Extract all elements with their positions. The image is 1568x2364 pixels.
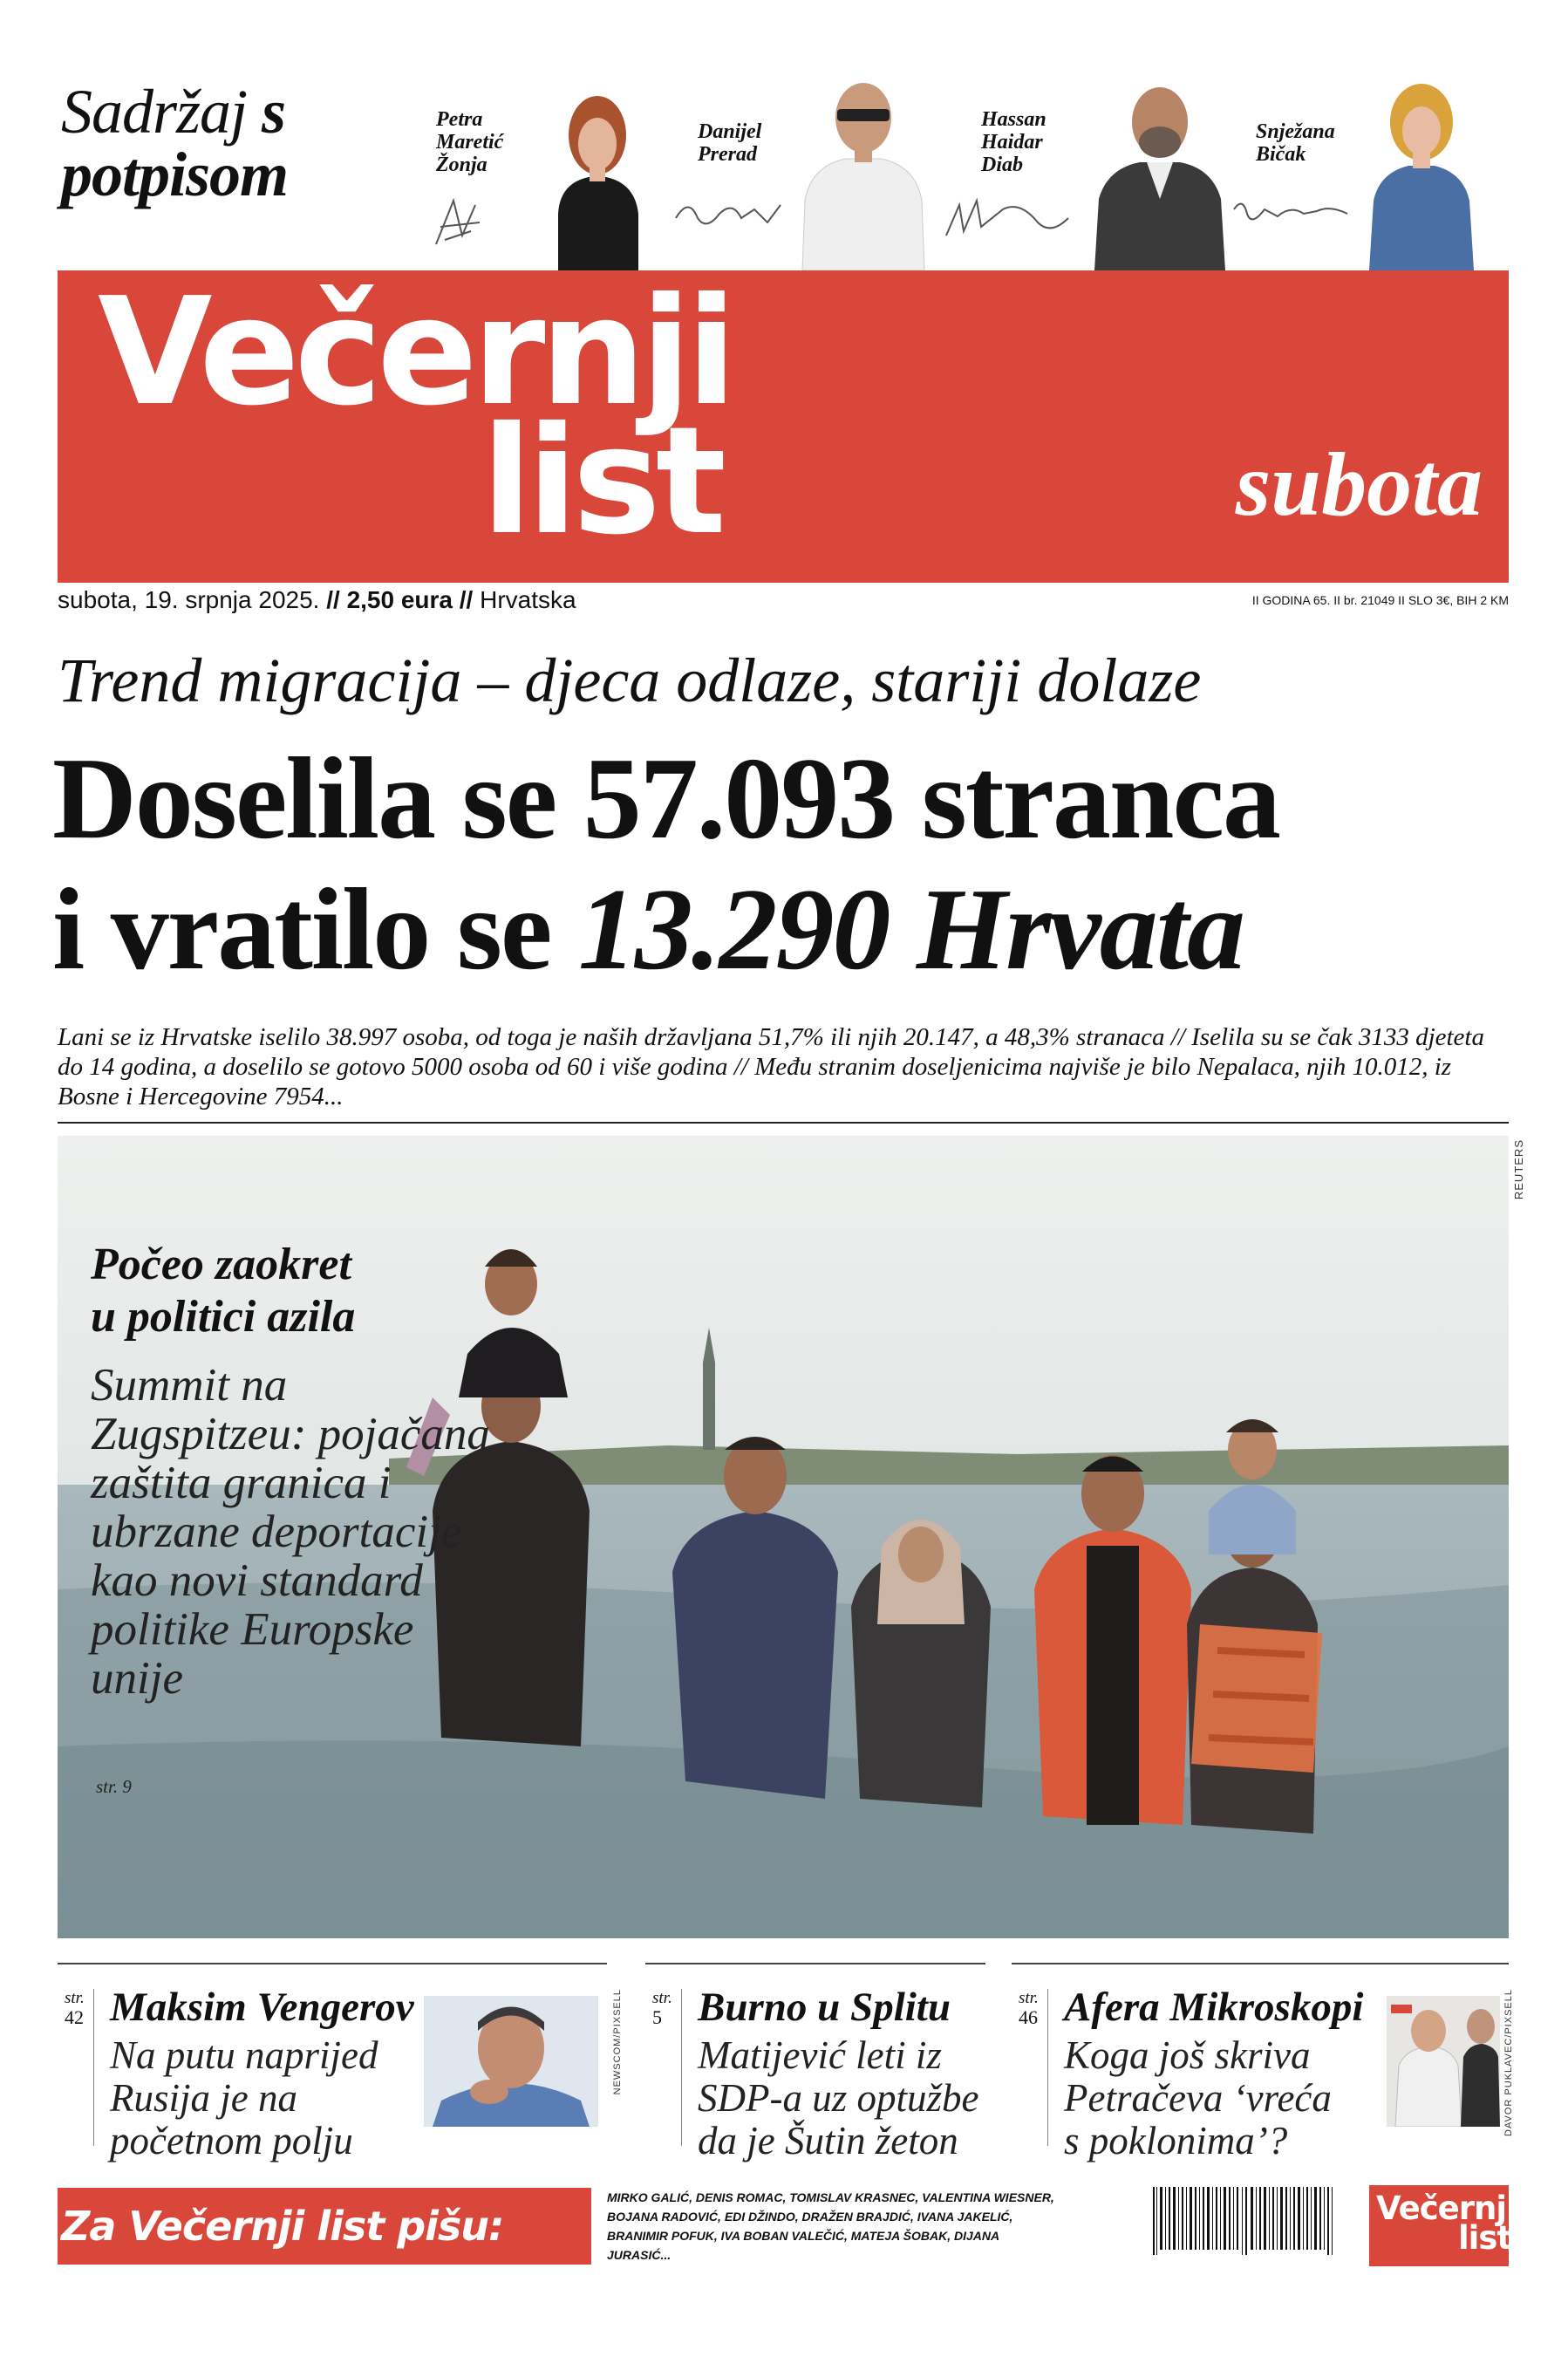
footer-logo-line2: list xyxy=(1458,2219,1512,2257)
teaser-title: Afera Mikroskopi xyxy=(1064,1985,1364,2030)
teaser-text xyxy=(698,2034,978,2162)
separator-2: // xyxy=(453,586,481,613)
main-lead: Lani se iz Hrvatske iselilo 38.997 osoba, od toga je naših državljana 51,7% ili njih 20.147, a 48,3% stranaca // Iselila su se čak 3133 djeteta do 14 godina, a doselilo se gotovo 5000 osoba od 60 i više godina // Među stranim doseljenicima najviše je bilo Nepalaca, njih 10.012, iz Bosne i Hercegovine 7954... xyxy=(58,1023,1484,1110)
dateline xyxy=(58,583,1509,618)
author-name-2[interactable] xyxy=(698,120,761,166)
photo-story-page[interactable]: str. 9 xyxy=(96,1776,132,1797)
teaser-page xyxy=(65,1989,94,2146)
footer-logo[interactable] xyxy=(1369,2185,1517,2266)
author-name-1[interactable] xyxy=(436,108,503,176)
teaser-3[interactable] xyxy=(1019,1980,1516,2162)
teaser-page-number: 42 xyxy=(65,2006,84,2028)
teaser-title: Maksim Vengerov xyxy=(110,1985,414,2030)
teaser-2[interactable] xyxy=(652,1980,1001,2162)
teaser-text-line: Petračeva ‘vreća xyxy=(1064,2076,1332,2120)
headline-line2-regular: i vratilo se xyxy=(52,864,578,994)
teaser-text-line: Koga još skriva xyxy=(1064,2033,1311,2077)
teaser-page-number: 5 xyxy=(652,2006,662,2028)
author-3-line3: Diab xyxy=(981,154,1023,176)
divider xyxy=(1012,1963,1509,1964)
author-photo-2[interactable] xyxy=(789,61,937,270)
promo-title xyxy=(61,77,375,209)
teaser-text-line: Matijević leti iz xyxy=(698,2033,942,2077)
author-2-line2: Prerad xyxy=(698,143,757,166)
photo-title-line2: u politici azila xyxy=(91,1292,356,1342)
author-name-4[interactable] xyxy=(1256,120,1335,166)
teaser-text-line: SDP-a uz optužbe xyxy=(698,2076,979,2120)
author-photo-1[interactable] xyxy=(541,74,654,270)
divider xyxy=(645,1963,985,1964)
signature-3 xyxy=(942,188,1073,249)
footer-logo-line1: Večernji xyxy=(1376,2190,1517,2227)
author-3-line1: Hassan xyxy=(981,108,1046,131)
masthead[interactable] xyxy=(58,266,1509,583)
signature-2 xyxy=(672,192,785,240)
promo-title-line1: Sadržaj xyxy=(61,77,248,147)
author-photo-4[interactable] xyxy=(1360,70,1483,270)
main-kicker[interactable]: Trend migracija – djeca odlaze, stariji dolaze xyxy=(58,646,1202,715)
teaser-page-number: 46 xyxy=(1019,2006,1038,2028)
teaser-title: Burno u Splitu xyxy=(698,1985,951,2030)
teaser-page-label: str. xyxy=(652,1989,672,2007)
teaser-photo-credit: NEWSCOM/PIXSELL xyxy=(612,1989,623,2095)
teaser-page-label: str. xyxy=(65,1989,85,2007)
teaser-text-line: s poklonima’? xyxy=(1064,2119,1288,2162)
teaser-photo-credit: DAVOR PUKLAVEC/PIXSELL xyxy=(1503,1989,1514,2136)
author-1-line3: Žonja xyxy=(436,154,487,176)
signature-4 xyxy=(1230,192,1352,231)
footer-label: Za Večernji list pišu: xyxy=(58,2188,591,2265)
headline-line2 xyxy=(52,864,1279,994)
region: Hrvatska xyxy=(480,586,576,613)
teaser-photo-1 xyxy=(424,1996,598,2127)
photo-story-title[interactable] xyxy=(91,1239,355,1343)
photo-credit: REUTERS xyxy=(1512,1139,1525,1200)
teaser-page-label: str. xyxy=(1019,1989,1039,2007)
headline-line2-italic: 13.290 Hrvata xyxy=(577,864,1244,994)
separator-1: // xyxy=(319,586,347,613)
author-4-line2: Bičak xyxy=(1256,143,1306,166)
price: 2,50 eura xyxy=(346,586,453,613)
teaser-text-line: početnom polju xyxy=(110,2119,353,2162)
promo-title-line2: potpisom xyxy=(61,140,289,209)
author-3-line2: Haidar xyxy=(981,131,1043,154)
author-name-3[interactable] xyxy=(981,108,1046,176)
teaser-text-line: da je Šutin žeton xyxy=(698,2119,958,2162)
author-4-line1: Snježana xyxy=(1256,120,1335,143)
promo-title-bold: s xyxy=(262,77,286,147)
barcode xyxy=(1149,2183,1341,2267)
logo-line2: list xyxy=(481,395,721,568)
teaser-page xyxy=(652,1989,682,2146)
logo-line1: Večernji xyxy=(98,266,733,439)
divider xyxy=(58,1963,607,1964)
divider xyxy=(58,1122,1509,1124)
teaser-text xyxy=(1064,2034,1332,2162)
author-2-line1: Danijel xyxy=(698,120,762,143)
teaser-photo-3 xyxy=(1387,1996,1500,2127)
issue-info: II GODINA 65. II br. 21049 II SLO 3€, BIH 2 KM xyxy=(1251,593,1509,607)
teaser-text-line: Rusija je na xyxy=(110,2076,297,2120)
teaser-text xyxy=(110,2034,378,2162)
author-photo-3[interactable] xyxy=(1086,68,1234,270)
masthead-day: subota xyxy=(1235,434,1483,535)
author-1-line1: Petra xyxy=(436,108,483,131)
author-1-line2: Maretić xyxy=(436,131,504,154)
footer-writers: MIRKO GALIĆ, DENIS ROMAC, TOMISLAV KRASNEC, VALENTINA WIESNER, BOJANA RADOVIĆ, EDI DŽINDO, DRAŽEN BRAJDIĆ, IVANA JAKELIĆ, BRANIMIR POFUK, IVA BOBAN VALEČIĆ, MATEJA ŠOBAK, DIJANA JURASIĆ... xyxy=(607,2190,1054,2262)
signature-1 xyxy=(427,192,488,253)
main-headline[interactable] xyxy=(52,733,1279,994)
masthead-logo[interactable] xyxy=(98,266,733,568)
headline-line1: Doselila se 57.093 stranca xyxy=(52,734,1279,863)
photo-story-text: Summit na Zugspitzeu: pojačana zaštita granica i ubrzane deportacije kao novi standard politike Europske unije xyxy=(91,1360,490,1704)
photo-title-line1: Počeo zaokret xyxy=(91,1240,351,1289)
teaser-text-line: Na putu naprijed xyxy=(110,2033,378,2077)
teaser-page xyxy=(1019,1989,1048,2146)
teaser-1[interactable] xyxy=(65,1980,623,2162)
date: subota, 19. srpnja 2025. xyxy=(58,586,320,613)
